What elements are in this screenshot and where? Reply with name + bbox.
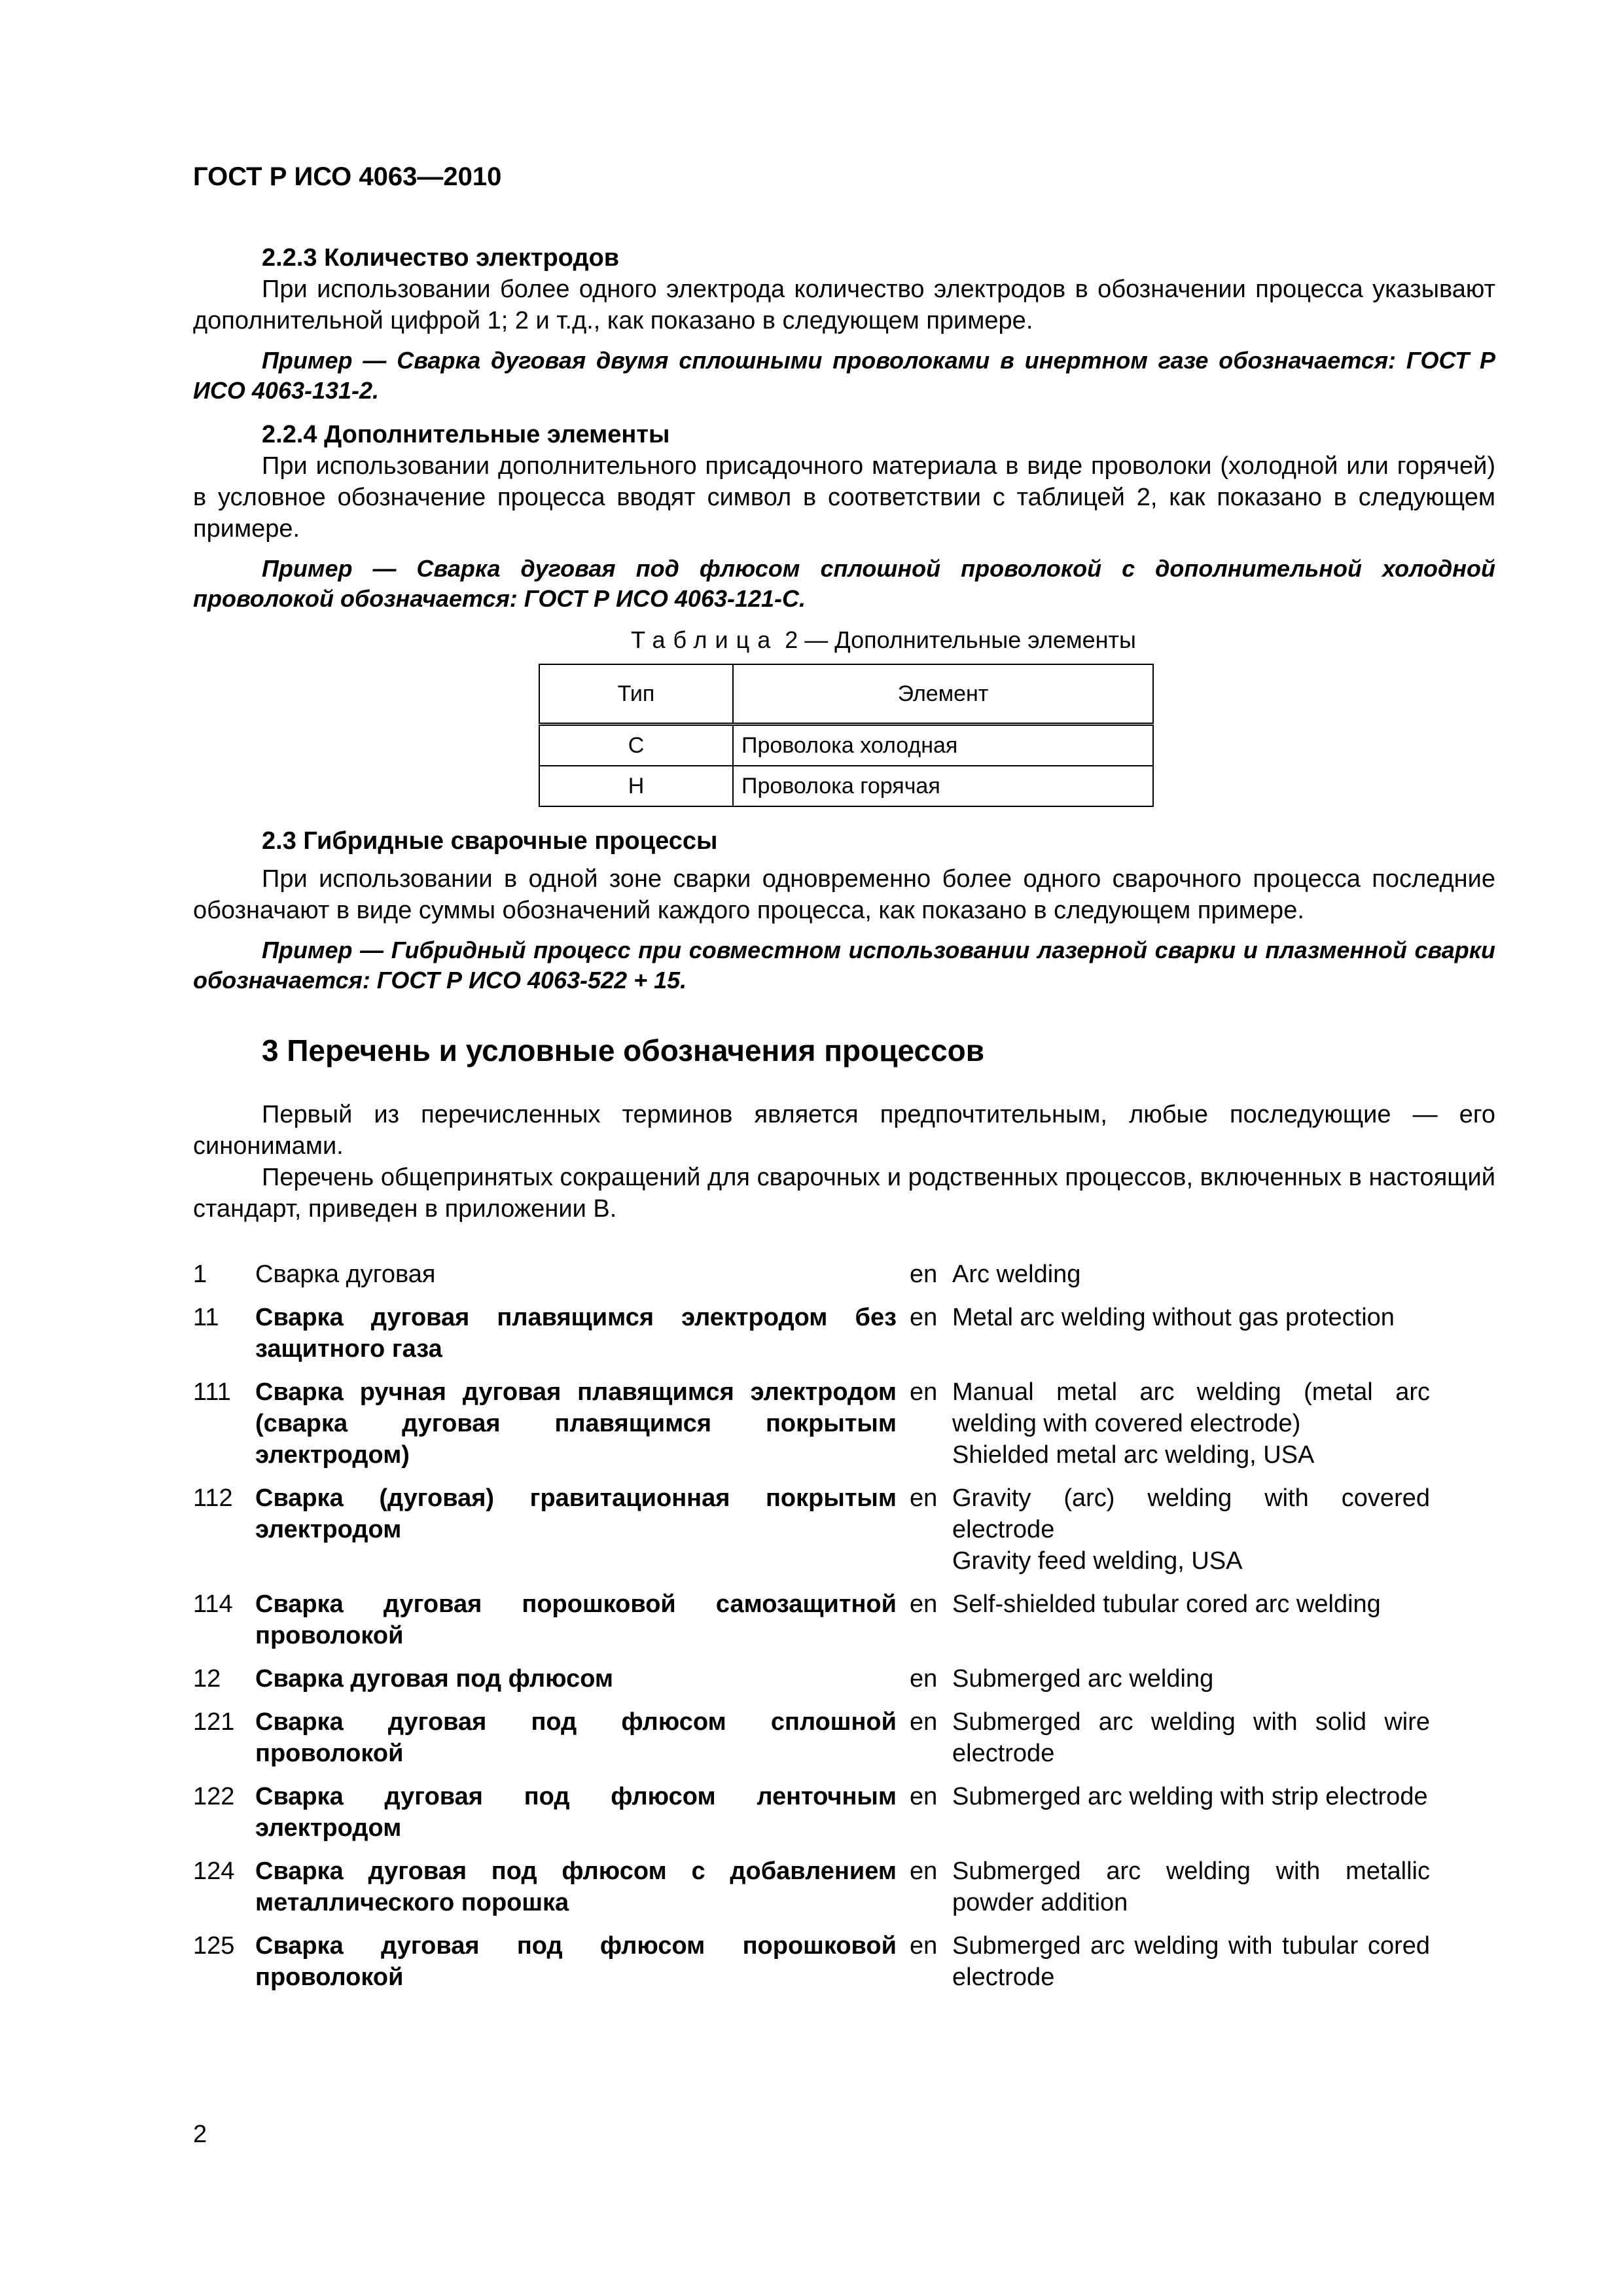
process-name-ru: Сварка дуговая под флюсом — [255, 1665, 614, 1693]
language-tag: en — [910, 1590, 938, 1618]
language-tag: en — [910, 1932, 938, 1960]
section-3-heading: 3 Перечень и условные обозначения процессов — [262, 1033, 985, 1067]
document-header: ГОСТ Р ИСО 4063—2010 — [193, 162, 502, 191]
section-3-intro — [193, 1099, 1495, 1225]
process-name-ru: Сварка дуговая — [255, 1261, 436, 1288]
process-code: 121 — [193, 1708, 235, 1736]
language-tag: en — [910, 1261, 938, 1288]
process-entry — [193, 1856, 1495, 1918]
process-name-ru: Сварка дуговая плавящимся электродом без защитного газа — [255, 1304, 897, 1363]
process-list — [193, 1259, 1495, 1993]
section-heading: 2.3 Гибридные сварочные процессы — [262, 827, 718, 855]
cell-type: C — [539, 725, 733, 766]
process-code: 124 — [193, 1857, 235, 1885]
process-name-ru: Сварка (дуговая) гравитационная покрытым электродом — [255, 1484, 897, 1543]
table-caption-text: 2 — Дополнительные элементы — [778, 626, 1136, 653]
paragraph: При использовании в одной зоне сварки одновременно более одного сварочного процесса последние обозначают в виде суммы обозначений каждого процесса, как показано в следующем примере. — [193, 865, 1495, 924]
cell-element: Проволока горячая — [733, 766, 1153, 806]
process-name-ru: Сварка дуговая под флюсом ленточным электродом — [255, 1783, 897, 1842]
process-code: 1 — [193, 1261, 207, 1288]
process-code: 112 — [193, 1484, 233, 1512]
elements-table — [539, 664, 1154, 807]
language-tag: en — [910, 1665, 938, 1693]
section-heading: 2.2.4 Дополнительные элементы — [262, 421, 670, 448]
table-row — [539, 725, 1153, 766]
table-header-row — [539, 664, 1153, 725]
process-name-en: Submerged arc welding with strip electrode — [952, 1783, 1428, 1810]
process-name-ru: Сварка ручная дуговая плавящимся электродом (сварка дуговая плавящимся покрытым электродом) — [255, 1378, 897, 1469]
process-name-ru: Сварка дуговая порошковой самозащитной проволокой — [255, 1590, 897, 1649]
page-content — [193, 229, 1495, 2005]
example-text: Пример — Гибридный процесс при совместном использовании лазерной сварки и плазменной сварки обозначается: ГОСТ Р ИСО 4063-522 + 15. — [193, 937, 1495, 994]
process-name-en-group — [952, 1482, 1430, 1577]
table-caption-label: Таблица — [631, 626, 779, 653]
language-tag: en — [910, 1304, 938, 1331]
process-entry — [193, 1930, 1495, 1993]
paragraph: При использовании более одного электрода количество электродов в обозначении процесса указывают дополнительной цифрой 1; 2 и т.д., как показано в следующем примере. — [193, 276, 1495, 334]
process-name-en: Gravity (arc) welding with covered electrode — [952, 1484, 1430, 1543]
section-2-3 — [193, 825, 1495, 996]
process-name-en: Submerged arc welding — [952, 1665, 1214, 1693]
process-entry — [193, 1588, 1495, 1651]
process-name-ru: Сварка дуговая под флюсом с добавлением металлического порошка — [255, 1857, 897, 1916]
process-name-en: Submerged arc welding with solid wire electrode — [952, 1708, 1430, 1767]
process-entry — [193, 1302, 1495, 1365]
table-row — [539, 766, 1153, 806]
process-code: 122 — [193, 1783, 235, 1810]
section-heading: 2.2.3 Количество электродов — [262, 244, 620, 272]
process-name-ru: Сварка дуговая под флюсом сплошной проволокой — [255, 1708, 897, 1767]
column-header-type: Тип — [539, 664, 733, 725]
process-entry — [193, 1482, 1495, 1577]
process-name-en-group — [952, 1376, 1430, 1471]
language-tag: en — [910, 1378, 938, 1406]
example-text: Пример — Сварка дуговая под флюсом сплошной проволокой с дополнительной холодной проволокой обозначается: ГОСТ Р ИСО 4063-121-С. — [193, 555, 1495, 612]
process-code: 114 — [193, 1590, 233, 1618]
cell-type: H — [539, 766, 733, 806]
paragraph: Перечень общепринятых сокращений для сварочных и родственных процессов, включенных в настоящий стандарт, приведен в приложении В. — [193, 1164, 1495, 1223]
column-header-element: Элемент — [733, 664, 1153, 725]
process-code: 111 — [193, 1378, 231, 1406]
language-tag: en — [910, 1484, 938, 1512]
language-tag: en — [910, 1857, 938, 1885]
paragraph: При использовании дополнительного присадочного материала в виде проволоки (холодной или горячей) в условное обозначение процесса вводят символ в соответствии с таблицей 2, как показано в следующем примере. — [193, 452, 1495, 543]
process-entry — [193, 1706, 1495, 1769]
process-synonym-en: Shielded metal arc welding, USA — [952, 1441, 1315, 1469]
section-2-2-3 — [193, 242, 1495, 406]
section-2-2-4 — [193, 419, 1495, 614]
process-entry — [193, 1259, 1495, 1290]
process-name-en: Manual metal arc welding (metal arc welding with covered electrode) — [952, 1378, 1430, 1437]
language-tag: en — [910, 1708, 938, 1736]
table-caption — [193, 624, 1495, 656]
process-code: 125 — [193, 1932, 235, 1960]
process-synonym-en: Gravity feed welding, USA — [952, 1547, 1243, 1575]
process-code: 12 — [193, 1665, 221, 1693]
language-tag: en — [910, 1783, 938, 1810]
page-number: 2 — [193, 2121, 207, 2148]
process-name-en: Submerged arc welding with metallic powder addition — [952, 1857, 1430, 1916]
cell-element: Проволока холодная — [733, 725, 1153, 766]
process-entry — [193, 1376, 1495, 1471]
process-name-en: Submerged arc welding with tubular cored electrode — [952, 1932, 1430, 1991]
process-code: 11 — [193, 1304, 219, 1331]
table-2 — [539, 664, 1154, 807]
paragraph: Первый из перечисленных терминов является предпочтительным, любые последующие — его синонимами. — [193, 1101, 1495, 1160]
process-name-en: Metal arc welding without gas protection — [952, 1304, 1395, 1331]
example-text: Пример — Сварка дуговая двумя сплошными проволоками в инертном газе обозначается: ГОСТ Р ИСО 4063-131-2. — [193, 347, 1495, 404]
process-entry — [193, 1663, 1495, 1695]
process-name-en: Arc welding — [952, 1261, 1081, 1288]
process-entry — [193, 1781, 1495, 1844]
process-name-en: Self-shielded tubular cored arc welding — [952, 1590, 1381, 1618]
process-name-ru: Сварка дуговая под флюсом порошковой проволокой — [255, 1932, 897, 1991]
